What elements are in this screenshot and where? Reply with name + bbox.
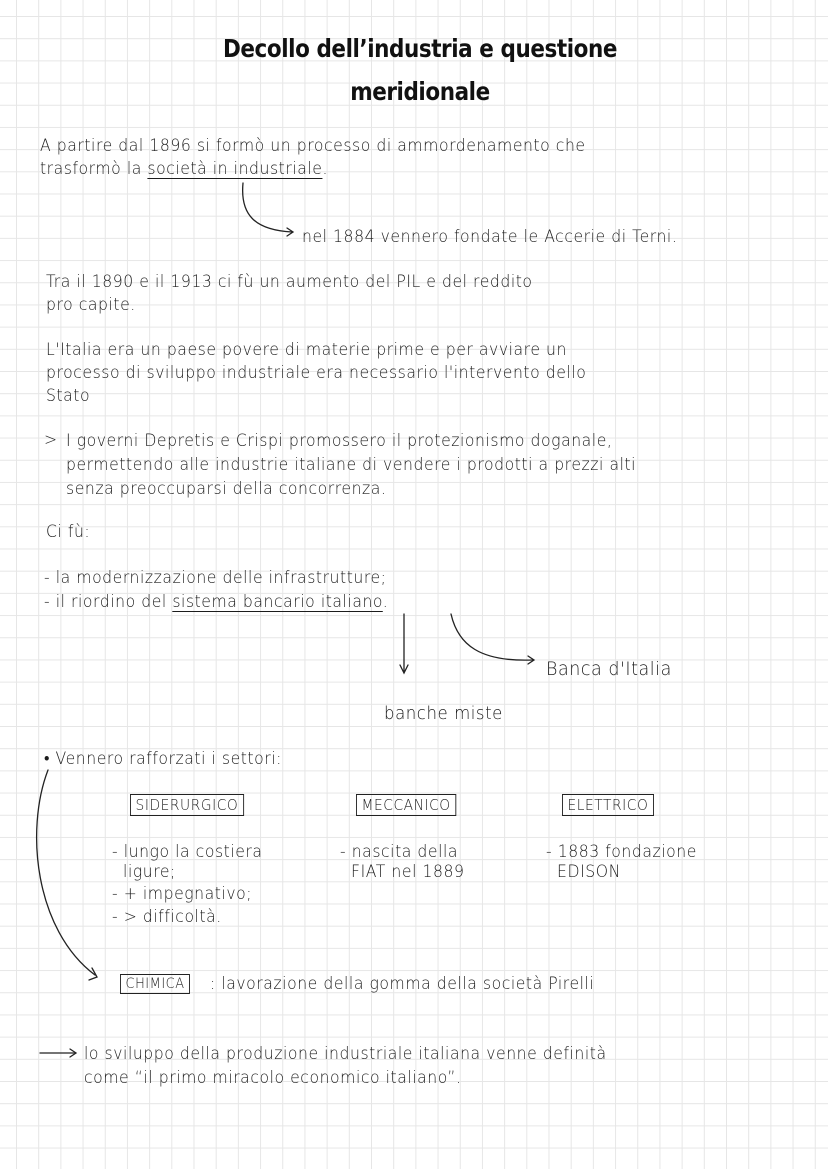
sector-box-meccanico: MECCANICO [356,794,456,816]
conclusione-line1: lo sviluppo della produzione industriale italiana venne definità [84,1044,607,1064]
cifu-item2-prefix: - il riordino del [44,592,167,612]
intro-underlined-term: società in industriale [147,159,323,179]
elettrico-note-2: EDISON [546,862,621,882]
page-title-line2: meridionale [350,77,490,106]
cifu-item-infrastrutture: - la modernizzazione delle infrastrutture; [44,568,387,588]
sector-box-siderurgico: SIDERURGICO [130,794,244,816]
conclusione-line2: come “il primo miracolo economico italiano”. [84,1068,462,1088]
siderurgico-note-1: - lungo la costiera [112,842,263,862]
italia-line2: processo di sviluppo industriale era necessario l'intervento dello [46,363,587,383]
italia-line3: Stato [46,386,91,406]
sector-box-elettrico: ELETTRICO [562,794,654,816]
pil-line2: pro capite. [46,295,136,315]
meccanico-note-2: FIAT nel 1889 [340,862,465,882]
siderurgico-note-4: - > difficoltà. [112,907,222,927]
governi-line3: senza preoccuparsi della concorrenza. [66,479,387,499]
sector-box-chimica: CHIMICA [120,974,190,994]
sistema-bancario-term: sistema bancario italiano [172,592,383,612]
siderurgico-note-3: - + impegnativo; [112,884,253,904]
meccanico-note-1: - nascita della [340,842,459,862]
banche-miste-label: banche miste [384,703,503,724]
italia-line1: L'Italia era un paese povere di materie prime e per avviare un [46,340,567,360]
chimica-description: : lavorazione della gomma della società Pirelli [210,974,595,994]
siderurgico-note-2: ligure; [112,862,176,882]
governi-line2: permettendo alle industrie italiane di vendere i prodotti a prezzi alti [66,455,637,475]
cifu-item-bancario [44,592,388,612]
intro-line1: A partire dal 1896 si formò un processo di ammordenamento che [40,136,586,156]
intro-line2-suffix: . [322,159,328,179]
settori-heading: • Vennero rafforzati i settori: [44,749,282,769]
pil-line1: Tra il 1890 e il 1913 ci fù un aumento del PIL e del reddito [46,272,533,292]
governi-line1: I governi Depretis e Crispi promossero il protezionismo doganale, [66,431,613,451]
page-title: Decollo dell’industria e questione [222,34,618,63]
terni-note: nel 1884 vennero fondate le Accerie di Terni. [302,227,678,247]
intro-line2 [40,159,328,179]
governi-bullet: > [44,430,58,450]
cifu-label: Ci fù: [46,522,91,542]
cifu-item2-suffix: . [382,592,389,612]
banca-italia-label: Banca d'Italia [546,658,672,680]
elettrico-note-1: - 1883 fondazione [546,842,697,862]
intro-line2-prefix: trasformò la [40,159,142,179]
